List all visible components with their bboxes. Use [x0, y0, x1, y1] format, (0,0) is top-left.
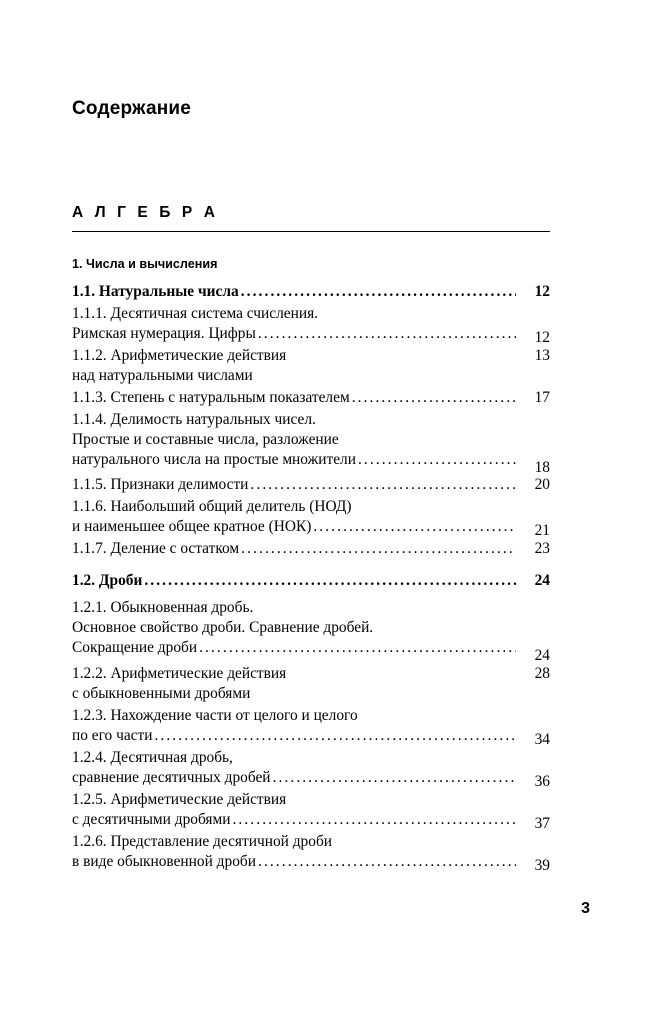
toc-entry-row [72, 348, 550, 388]
toc-entry[interactable] [72, 834, 550, 876]
toc-leader-dots [273, 770, 516, 785]
toc-entry-title: 1.2.2. Арифметические действия [72, 664, 287, 682]
toc-entry-line [72, 477, 516, 497]
toc-entry-line [72, 620, 516, 640]
toc-entry-row [72, 666, 550, 706]
toc-entry-title: 1.2.1. Обыкновенная дробь. [72, 599, 254, 617]
toc-page-number: 18 [534, 459, 550, 476]
toc-entry-lines [72, 750, 516, 790]
toc-leader-dots [199, 640, 516, 655]
toc-leader-dots [258, 854, 516, 869]
toc-entry-row [72, 708, 550, 748]
toc-entry-title: в виде обыкновенной дроби [72, 852, 256, 870]
toc-entry-title: 1.1. Натуральные числа [72, 283, 239, 300]
toc-leader-dots [258, 326, 516, 341]
toc-entry[interactable] [72, 284, 550, 306]
toc-entry-title: Простые и составные числа, разложение [72, 431, 339, 448]
toc-entry-line [72, 686, 516, 706]
toc-entry-title: 1.2. Дроби [72, 572, 143, 590]
toc-entry-lines [72, 600, 516, 660]
toc-entry-title: Основное свойство дроби. Сравнение дробей. [72, 619, 374, 637]
toc-entry-title: 1.1.3. Степень с натуральным показателем [72, 389, 350, 406]
toc-page-number: 39 [534, 856, 550, 874]
toc-entry[interactable] [72, 750, 550, 792]
page-title: Содержание [72, 98, 192, 119]
toc-entry-title: 1.1.2. Арифметические действия [72, 347, 287, 364]
toc-leader-dots [313, 519, 516, 534]
toc-entry-title: 1.2.5. Арифметические действия [72, 790, 287, 808]
toc-entry[interactable] [72, 708, 550, 750]
toc-leader-dots [154, 728, 516, 743]
toc-leader-dots [144, 573, 516, 588]
toc-page-number: 17 [534, 389, 550, 406]
toc-entry-row [72, 390, 550, 410]
toc-entry-title: 1.1.5. Признаки делимости [72, 476, 249, 494]
toc-page-number: 20 [534, 476, 550, 494]
toc-leader-dots [241, 284, 516, 299]
toc-entry-lines [72, 390, 516, 410]
toc-entry-lines [72, 284, 516, 304]
toc-entry-row [72, 541, 550, 561]
toc-page-number: 24 [534, 647, 550, 665]
toc-page-number: 23 [534, 540, 550, 558]
toc-page-number: 21 [534, 522, 550, 540]
toc-entry[interactable] [72, 412, 550, 477]
toc-entry-title: 1.1.4. Делимость натуральных чисел. [72, 411, 316, 428]
toc-entry-row [72, 573, 550, 593]
toc-entry-line [72, 750, 516, 770]
toc-entry-line [72, 600, 516, 620]
toc-entry-line [72, 728, 516, 748]
toc-entry-row [72, 834, 550, 874]
toc-entry-line [72, 452, 516, 472]
toc-entry-lines [72, 834, 516, 874]
toc-entry-title: и наименьшее общее кратное (НОК) [72, 518, 312, 536]
toc-page-number: 34 [534, 730, 550, 748]
page-number: 3 [581, 900, 590, 917]
toc-entry-line [72, 412, 516, 432]
toc-page-number: 12 [534, 329, 550, 346]
toc-page-number: 24 [534, 572, 550, 590]
toc-entry-title: Римская нумерация. Цифры [72, 325, 256, 342]
toc-entry[interactable] [72, 306, 550, 348]
toc-entry[interactable] [72, 499, 550, 541]
toc-entry-line [72, 284, 516, 304]
toc-entry[interactable] [72, 541, 550, 563]
toc-entry-lines [72, 348, 516, 388]
chapter-heading: 1. Числа и вычисления [72, 257, 218, 271]
toc-entry-title: 1.2.4. Десятичная дробь, [72, 748, 233, 766]
toc-entry-line [72, 573, 516, 593]
toc-entry-row [72, 750, 550, 790]
table-of-contents [72, 284, 550, 876]
toc-entry-row [72, 412, 550, 475]
toc-entry-line [72, 666, 516, 686]
toc-leader-dots [241, 541, 516, 556]
toc-entry[interactable] [72, 792, 550, 834]
toc-entry-line [72, 640, 516, 660]
toc-entry-row [72, 477, 550, 497]
toc-entry-title: натурального числа на простые множители [72, 451, 356, 468]
toc-entry-title: с десятичными дробями [72, 810, 231, 828]
toc-leader-dots [250, 477, 516, 492]
toc-entry-title: 1.2.3. Нахождение части от целого и целого [72, 706, 358, 724]
toc-entry-title: Сокращение дроби [72, 639, 198, 657]
toc-entry-line [72, 306, 516, 326]
toc-entry-row [72, 600, 550, 663]
toc-entry-title: 1.1.1. Десятичная система счисления. [72, 305, 318, 322]
toc-entry-title: по его части [72, 726, 153, 744]
toc-entry-line [72, 854, 516, 874]
toc-entry-line [72, 541, 516, 561]
toc-entry-title: над натуральными числами [72, 367, 253, 384]
toc-entry-lines [72, 708, 516, 748]
toc-page-number: 13 [534, 347, 550, 364]
toc-page-number: 36 [534, 772, 550, 790]
toc-leader-dots [232, 812, 516, 827]
toc-entry-line [72, 834, 516, 854]
toc-entry-line [72, 519, 516, 539]
toc-entry-lines [72, 499, 516, 539]
toc-entry-line [72, 812, 516, 832]
toc-entry-title: 1.1.6. Наибольший общий делитель (НОД) [72, 498, 352, 516]
toc-entry-row [72, 499, 550, 539]
toc-entry-row [72, 306, 550, 346]
toc-entry[interactable] [72, 477, 550, 499]
toc-entry-lines [72, 573, 516, 593]
toc-page-number: 28 [534, 664, 550, 682]
toc-entry-title: с обыкновенными дробями [72, 684, 251, 702]
toc-entry-lines [72, 306, 516, 346]
toc-entry-line [72, 792, 516, 812]
toc-leader-dots [358, 452, 516, 467]
toc-entry-lines [72, 477, 516, 497]
toc-entry-line [72, 390, 516, 410]
toc-entry-line [72, 348, 516, 368]
toc-entry-lines [72, 541, 516, 561]
toc-entry-line [72, 432, 516, 452]
toc-entry-line [72, 499, 516, 519]
toc-entry-row [72, 792, 550, 832]
toc-entry-line [72, 708, 516, 728]
toc-entry-line [72, 326, 516, 346]
toc-entry[interactable] [72, 390, 550, 412]
toc-entry[interactable] [72, 666, 550, 708]
toc-entry-title: 1.1.7. Деление с остатком [72, 540, 240, 558]
toc-entry[interactable] [72, 573, 550, 600]
toc-entry-lines [72, 666, 516, 706]
toc-entry[interactable] [72, 600, 550, 665]
toc-entry-title: 1.2.6. Представление десятичной дроби [72, 832, 333, 850]
toc-page-number: 12 [534, 283, 550, 300]
toc-entry-lines [72, 412, 516, 472]
toc-entry-title: сравнение десятичных дробей [72, 768, 271, 786]
toc-entry-line [72, 770, 516, 790]
toc-leader-dots [352, 390, 516, 405]
toc-entry-row [72, 284, 550, 304]
toc-page-number: 37 [534, 814, 550, 832]
toc-entry-lines [72, 792, 516, 832]
toc-entry-line [72, 368, 516, 388]
toc-entry[interactable] [72, 348, 550, 390]
section-heading-algebra: А Л Г Е Б Р А [72, 120, 550, 232]
